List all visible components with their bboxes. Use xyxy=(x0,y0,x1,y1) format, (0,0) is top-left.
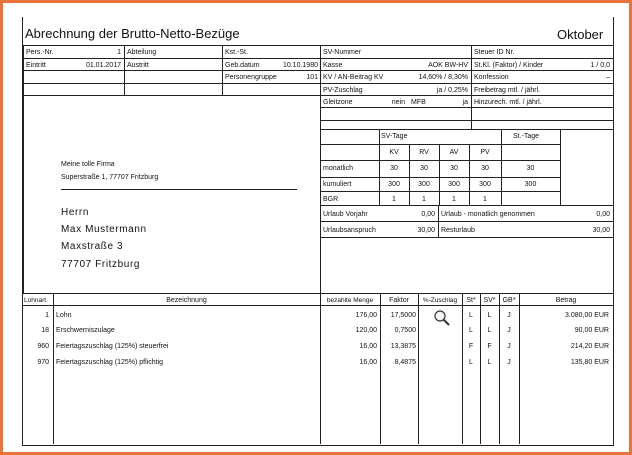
employer-street: Superstraße 1, 77707 Fritzburg xyxy=(61,174,159,181)
grid-line xyxy=(222,45,223,95)
cell-faktor: 17,5000 xyxy=(390,312,416,319)
grid-line xyxy=(320,120,613,121)
grid-line xyxy=(124,45,125,95)
grid-line xyxy=(320,177,560,178)
grid-line xyxy=(320,191,560,192)
grid-line xyxy=(320,160,560,161)
cell-gb: J xyxy=(507,312,511,319)
grid-line xyxy=(471,45,472,129)
sv-cell: 1 xyxy=(452,196,456,203)
personengruppe-label: Personengruppe xyxy=(225,74,277,81)
sv-cell: 300 xyxy=(418,181,430,188)
cell-menge: 176,00 xyxy=(355,312,377,319)
col-av: AV xyxy=(449,149,459,156)
grid-line xyxy=(23,58,613,59)
mfb-label: MFB xyxy=(411,99,426,106)
konfession-value: – xyxy=(606,74,610,81)
grid-line xyxy=(418,293,419,444)
cell-lohnart: 1 xyxy=(45,312,49,319)
grid-line xyxy=(320,237,613,238)
cell-st: L xyxy=(469,359,473,366)
employer-name: Meine tolle Firma xyxy=(61,161,115,168)
cell-menge: 16,00 xyxy=(359,359,377,366)
cell-betrag: 135,80 EUR xyxy=(570,359,609,366)
pv-value: ja / 0,25% xyxy=(436,87,468,94)
grid-line xyxy=(23,45,24,293)
personengruppe-value: 101 xyxy=(306,74,318,81)
grid-line xyxy=(23,70,613,71)
employee-name: Max Mustermann xyxy=(61,224,147,235)
pers-nr-value: 1 xyxy=(117,49,121,56)
sv-cell: 30 xyxy=(450,165,458,172)
grid-line xyxy=(23,45,613,46)
sv-cell: 300 xyxy=(388,181,400,188)
urlaub-genommen-label: Urlaub - monatlich genommen xyxy=(441,211,535,218)
sv-cell: 300 xyxy=(448,181,460,188)
document-title: Abrechnung der Brutto-Netto-Bezüge xyxy=(25,26,240,41)
grid-line xyxy=(320,205,613,206)
cell-faktor: 8,4875 xyxy=(394,359,416,366)
cell-bezeichnung: Feiertagszuschlag (125%) pflichtig xyxy=(56,359,163,366)
grid-line xyxy=(320,107,613,108)
month-label: Oktober xyxy=(557,27,604,42)
gebdatum-label: Geb.datum xyxy=(225,62,260,69)
resturlaub-label: Resturlaub xyxy=(441,227,475,234)
sv-cell: 300 xyxy=(479,181,491,188)
header-bezeichnung: Bezeichnung xyxy=(166,297,207,304)
abteilung-label: Abteilung xyxy=(127,49,157,56)
row-label-bgr: BGR xyxy=(323,196,339,203)
cell-bezeichnung: Lohn xyxy=(56,312,72,319)
cell-lohnart: 18 xyxy=(41,327,49,334)
sv-cell: 30 xyxy=(420,165,428,172)
gebdatum-value: 10.10.1980 xyxy=(282,62,318,69)
employee-city: 77707 Fritzburg xyxy=(61,259,141,270)
kasse-label: Kasse xyxy=(323,62,343,69)
austritt-label: Austritt xyxy=(127,62,149,69)
grid-line xyxy=(560,129,561,205)
header-sv: SV* xyxy=(483,297,496,304)
grid-line xyxy=(23,293,613,294)
eintritt-value: 01.01.2017 xyxy=(85,62,121,69)
cell-menge: 120,00 xyxy=(355,327,377,334)
grid-line xyxy=(438,205,439,237)
gleitzone-label: Gleitzone xyxy=(323,99,353,106)
magnifier-icon[interactable] xyxy=(433,309,451,327)
cell-lohnart: 960 xyxy=(37,343,49,350)
urlaub-vorjahr-value: 0,00 xyxy=(421,211,435,218)
stkl-label: St.Kl. (Faktor) / Kinder xyxy=(474,62,544,69)
employee-street: Maxstraße 3 xyxy=(61,241,124,252)
sv-tage-label: SV-Tage xyxy=(381,133,408,140)
eintritt-label: Eintritt xyxy=(26,62,46,69)
header-gb: GB* xyxy=(502,297,516,304)
kst-label: Kst.-St. xyxy=(225,49,248,56)
sv-cell: 30 xyxy=(481,165,489,172)
cell-bezeichnung: Erschwerniszulage xyxy=(56,327,115,334)
cell-st: L xyxy=(469,327,473,334)
cell-gb: J xyxy=(507,327,511,334)
header-betrag: Betrag xyxy=(555,297,577,304)
cell-bezeichnung: Feiertagszuschlag (125%) steuerfrei xyxy=(56,343,169,350)
payslip-document xyxy=(22,17,614,446)
header-menge: bezahlte Menge xyxy=(326,297,374,304)
grid-line xyxy=(53,293,54,444)
cell-gb: J xyxy=(507,359,511,366)
address-divider xyxy=(61,189,297,190)
kv-label: KV / AN-Beitrag KV xyxy=(323,74,384,81)
cell-sv: L xyxy=(487,327,492,334)
sv-cell: 1 xyxy=(483,196,487,203)
konfession-label: Konfession xyxy=(474,74,509,81)
col-rv: RV xyxy=(419,149,429,156)
employee-salutation: Herrn xyxy=(61,207,90,218)
pers-nr-label: Pers.-Nr. xyxy=(26,49,54,56)
row-label-monatlich: monatlich xyxy=(323,165,353,172)
st-cell: 30 xyxy=(526,165,535,172)
cell-lohnart: 970 xyxy=(37,359,49,366)
cell-st: F xyxy=(468,343,474,350)
st-tage-label: St.-Tage xyxy=(513,133,540,140)
urlaub-genommen-value: 0,00 xyxy=(596,211,610,218)
col-pv: PV xyxy=(480,149,490,156)
mfb-value: ja xyxy=(462,99,468,106)
col-kv: KV xyxy=(389,149,399,156)
grid-line xyxy=(320,129,613,130)
header-lohnart: Lohnart xyxy=(24,297,47,304)
header-zuschlag: %-Zuschlag xyxy=(422,297,458,304)
cell-sv: L xyxy=(487,359,492,366)
pv-label: PV-Zuschlag xyxy=(323,87,363,94)
header-st: St* xyxy=(466,297,476,304)
cell-menge: 16,00 xyxy=(359,343,377,350)
header-faktor: Faktor xyxy=(389,297,409,304)
cell-st: L xyxy=(469,312,473,319)
urlaubsanspruch-value: 30,00 xyxy=(417,227,435,234)
cell-betrag: 214,20 EUR xyxy=(570,343,609,350)
cell-sv: L xyxy=(487,312,492,319)
gleitzone-value: nein xyxy=(391,99,405,106)
sv-cell: 1 xyxy=(392,196,396,203)
kv-value: 14,60% / 8,30% xyxy=(418,74,468,81)
grid-line xyxy=(320,144,560,145)
kasse-value: AOK BW-HV xyxy=(428,62,468,69)
cell-faktor: 13,3875 xyxy=(390,343,416,350)
cell-sv: F xyxy=(487,343,492,350)
sv-cell: 1 xyxy=(422,196,426,203)
grid-line xyxy=(23,305,613,306)
sv-nummer-label: SV-Nummer xyxy=(323,49,362,56)
grid-line xyxy=(320,293,321,444)
stkl-value: 1 / 0,0 xyxy=(590,62,610,69)
urlaubsanspruch-label: Urlaubsanspruch xyxy=(323,227,376,234)
grid-line xyxy=(320,221,613,222)
cell-betrag: 3.080,00 EUR xyxy=(565,312,609,319)
cell-betrag: 90,00 EUR xyxy=(574,327,609,334)
resturlaub-value: 30,00 xyxy=(592,227,610,234)
freibetrag-label: Freibetrag mtl. / jährl. xyxy=(474,87,541,94)
cell-gb: J xyxy=(507,343,511,350)
grid-line xyxy=(23,95,613,96)
grid-line xyxy=(23,83,613,84)
steuer-id-label: Steuer ID Nr. xyxy=(474,49,515,56)
sv-cell: 30 xyxy=(390,165,398,172)
urlaub-vorjahr-label: Urlaub Vorjahr xyxy=(323,211,368,218)
st-cell: 300 xyxy=(524,181,537,188)
grid-line xyxy=(320,45,321,293)
hinzurech-label: Hinzurech. mtl. / jährl. xyxy=(474,99,542,106)
row-label-kumuliert: kumuliert xyxy=(323,181,352,188)
cell-faktor: 0,7500 xyxy=(394,327,416,334)
